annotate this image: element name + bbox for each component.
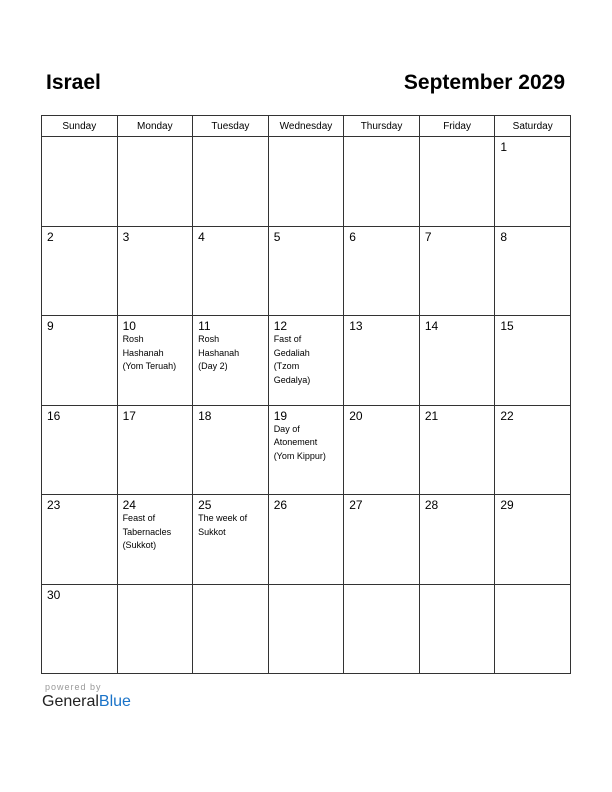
weekday-thursday: Thursday — [344, 116, 420, 137]
day-cell — [344, 405, 420, 495]
day-number: 18 — [198, 408, 212, 423]
day-number: 26 — [273, 498, 288, 512]
brand-name-blue: Blue — [98, 693, 131, 710]
day-cell — [42, 137, 118, 227]
day-cell — [495, 137, 571, 227]
day-cell — [42, 495, 118, 585]
week-row — [42, 316, 571, 406]
day-cell — [42, 316, 118, 406]
day-cell — [268, 316, 344, 406]
day-number: 16 — [47, 408, 61, 423]
weekday-monday: Monday — [117, 116, 193, 137]
footer-branding — [42, 682, 131, 711]
day-cell — [117, 405, 193, 495]
holiday-event-text: Sukkot — [198, 526, 226, 537]
day-cell — [193, 316, 269, 406]
weekday-tuesday: Tuesday — [193, 116, 269, 137]
day-cell — [495, 316, 571, 406]
weekday-wednesday: Wednesday — [268, 116, 344, 137]
day-number: 2 — [47, 229, 54, 244]
day-cell — [42, 226, 118, 316]
weekday-friday: Friday — [419, 116, 495, 137]
brand-logo[interactable] — [42, 693, 131, 711]
day-number: 14 — [424, 319, 439, 333]
day-number: 15 — [500, 319, 514, 333]
country-title: Israel — [46, 71, 101, 94]
holiday-event-text: (Yom Teruah) — [122, 361, 177, 371]
day-cell — [42, 405, 118, 495]
month-title: September 2029 — [403, 71, 565, 94]
day-number: 20 — [349, 408, 363, 423]
day-cell — [495, 226, 571, 316]
holiday-event-text: Rosh — [122, 334, 144, 344]
day-cell — [419, 405, 495, 495]
day-number: 8 — [500, 229, 508, 244]
holiday-event-text: Hashanah — [122, 347, 164, 358]
holiday-event-text: Atonement — [273, 437, 318, 447]
powered-by-label: powered by — [45, 682, 102, 692]
day-cell — [268, 495, 344, 585]
day-cell — [268, 137, 344, 227]
day-cell — [268, 584, 344, 674]
day-cell — [419, 495, 495, 585]
day-number: 19 — [273, 408, 288, 423]
day-number: 12 — [273, 319, 288, 333]
day-cell — [193, 226, 269, 316]
day-number: 25 — [198, 498, 212, 512]
day-cell — [344, 584, 420, 674]
day-cell — [419, 584, 495, 674]
holiday-event-text: (Sukkot) — [122, 540, 157, 550]
holiday-event-text: Rosh — [198, 334, 220, 344]
day-number: 9 — [47, 319, 54, 333]
day-cell — [344, 316, 420, 406]
day-cell — [42, 584, 118, 674]
day-number: 5 — [273, 229, 281, 244]
day-cell — [117, 584, 193, 674]
day-cell — [419, 316, 495, 406]
day-cell — [193, 405, 269, 495]
day-cell — [344, 495, 420, 585]
holiday-event-text: Day of — [273, 423, 300, 434]
weekday-saturday: Saturday — [495, 116, 571, 137]
day-number: 28 — [424, 498, 439, 512]
holiday-event-text: (Tzom — [273, 361, 300, 371]
day-number: 11 — [198, 319, 211, 333]
holiday-event-text: Hashanah — [198, 347, 240, 358]
day-number: 29 — [500, 498, 514, 512]
day-number: 27 — [349, 498, 363, 512]
calendar-grid — [41, 115, 571, 674]
holiday-event-text: (Yom Kippur) — [273, 450, 326, 461]
day-cell — [117, 495, 193, 585]
weekday-sunday: Sunday — [42, 116, 118, 137]
day-cell — [268, 226, 344, 316]
holiday-event-text: Gedalya) — [273, 374, 311, 385]
holiday-event-text: (Day 2) — [198, 361, 228, 371]
day-cell — [344, 137, 420, 227]
day-number: 17 — [122, 408, 136, 423]
day-cell — [495, 584, 571, 674]
day-number: 13 — [349, 319, 363, 333]
day-cell — [193, 495, 269, 585]
holiday-event-text: Feast of — [122, 513, 156, 523]
day-number: 3 — [122, 229, 130, 244]
holiday-event-text: Fast of — [273, 334, 302, 344]
day-number: 6 — [349, 229, 356, 244]
day-cell — [117, 137, 193, 227]
day-cell — [117, 226, 193, 316]
day-number: 21 — [424, 408, 439, 423]
day-cell — [117, 316, 193, 406]
day-cell — [193, 584, 269, 674]
week-row — [42, 226, 571, 316]
day-cell — [419, 226, 495, 316]
day-cell — [344, 226, 420, 316]
day-number: 24 — [122, 498, 136, 512]
holiday-event-text: Tabernacles — [122, 526, 172, 537]
day-number: 30 — [47, 587, 61, 602]
week-row — [42, 495, 571, 585]
day-cell — [419, 137, 495, 227]
day-cell — [495, 495, 571, 585]
day-cell — [193, 137, 269, 227]
week-row — [42, 405, 571, 495]
day-number: 10 — [122, 319, 136, 333]
day-number: 7 — [424, 229, 432, 244]
week-row — [42, 584, 571, 674]
calendar-body — [42, 137, 571, 674]
holiday-event-text: Gedaliah — [273, 347, 310, 358]
day-number: 23 — [47, 498, 61, 512]
holiday-event-text: The week of — [198, 513, 248, 523]
week-row — [42, 137, 571, 227]
day-number: 4 — [198, 229, 205, 244]
day-number: 1 — [500, 140, 508, 154]
day-number: 22 — [500, 408, 514, 423]
day-cell — [268, 405, 344, 495]
weekday-header-row — [42, 116, 571, 137]
day-cell — [495, 405, 571, 495]
brand-name-general: General — [42, 693, 99, 710]
